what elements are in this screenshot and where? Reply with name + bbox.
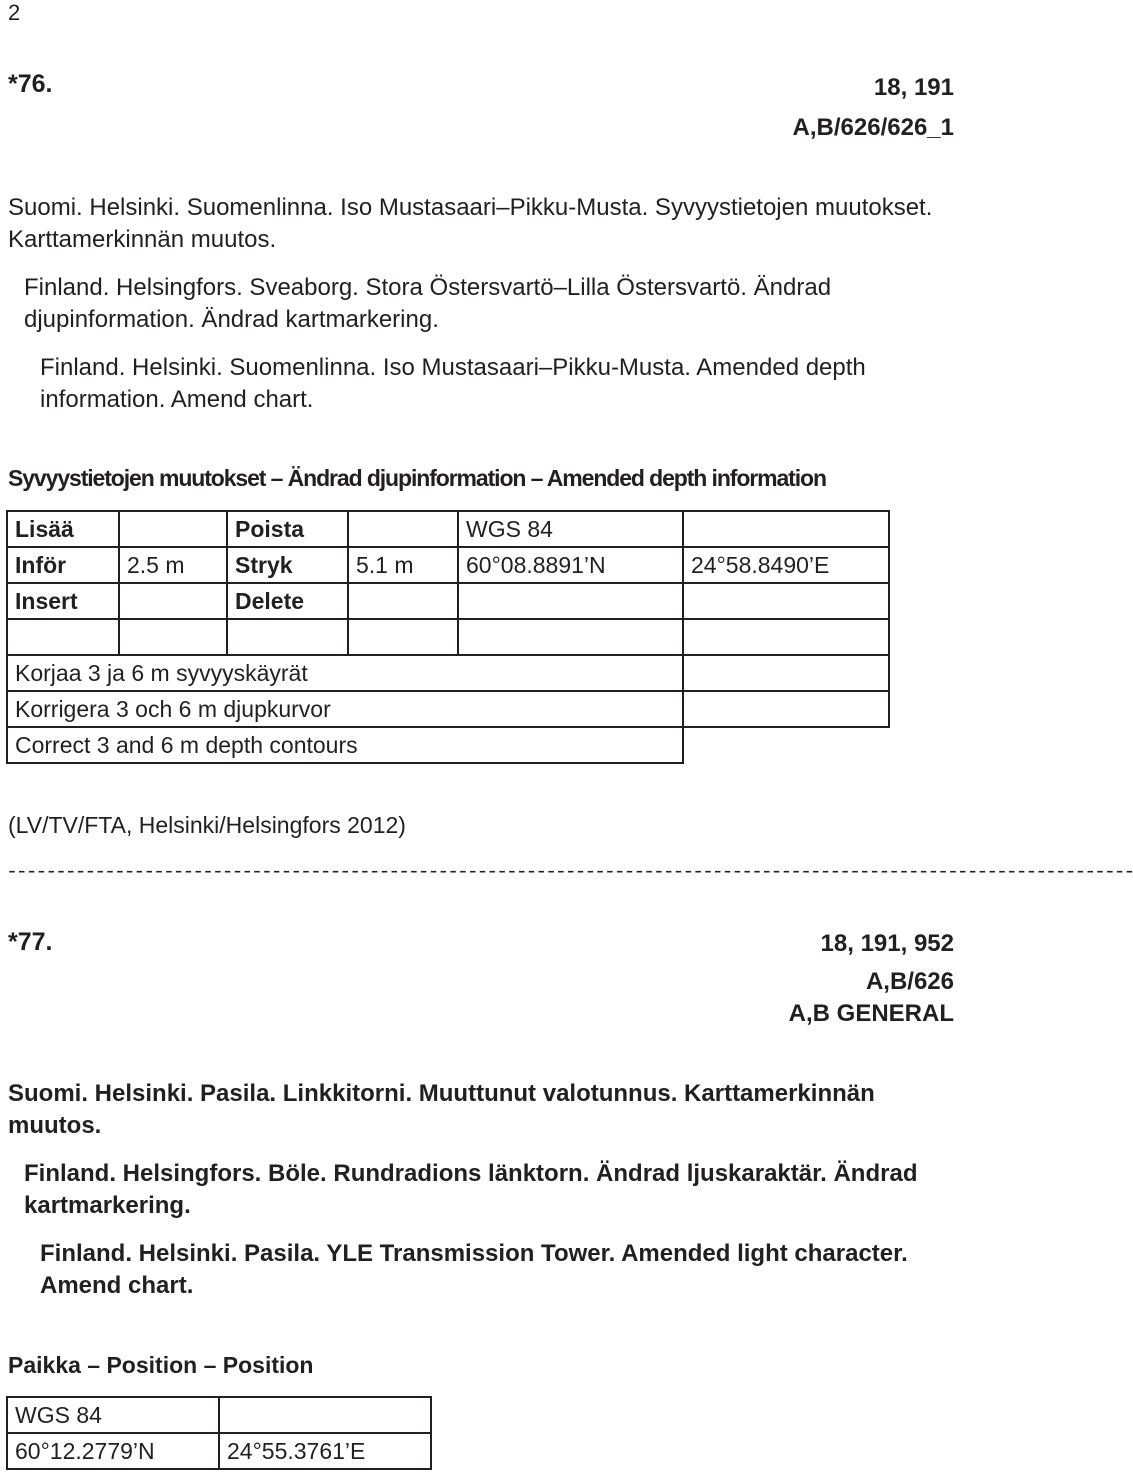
latitude-value: 60°08.8891’N	[458, 547, 683, 583]
notice-76-source: (LV/TV/FTA, Helsinki/Helsingfors 2012)	[8, 812, 406, 838]
notice-77-charts: 18, 191, 952	[820, 930, 954, 957]
notice-77-chart-ref: A,B/626	[865, 968, 954, 995]
delete-label-en: Delete	[227, 583, 348, 619]
page-number: 2	[8, 0, 21, 25]
empty-cell	[683, 583, 889, 619]
notice-separator: -------------------------------------------------------------------------------------------------------------------	[6, 861, 1133, 884]
empty-cell	[683, 691, 889, 727]
latitude-value: 60°12.2779’N	[7, 1433, 219, 1469]
notice-77-title-fi: Suomi. Helsinki. Pasila. Linkkitorni. Muuttunut valotunnus. Karttamerkinnän muutos.	[8, 1080, 875, 1139]
empty-cell	[348, 583, 458, 619]
empty-cell	[683, 511, 889, 547]
insert-label-fi: Lisää	[7, 511, 119, 547]
empty-cell	[219, 1397, 431, 1433]
instruction-en: Correct 3 and 6 m depth contours	[7, 727, 683, 763]
instruction-sv: Korrigera 3 och 6 m djupkurvor	[7, 691, 683, 727]
longitude-value: 24°55.3761’E	[219, 1433, 431, 1469]
empty-cell	[348, 511, 458, 547]
empty-cell	[683, 727, 889, 763]
notice-77-title-en: Finland. Helsinki. Pasila. YLE Transmission Tower. Amended light character. Amend chart.	[40, 1240, 908, 1299]
datum-label: WGS 84	[7, 1397, 219, 1433]
longitude-value: 24°58.8490’E	[683, 547, 889, 583]
empty-cell	[119, 511, 227, 547]
delete-label-sv: Stryk	[227, 547, 348, 583]
notice-76-title-en: Finland. Helsinki. Suomenlinna. Iso Mustasaari–Pikku-Musta. Amended depth information. Amend chart.	[40, 354, 866, 413]
insert-label-en: Insert	[7, 583, 119, 619]
delete-depth-value: 5.1 m	[348, 547, 458, 583]
empty-cell	[683, 619, 889, 655]
notice-77-title-sv: Finland. Helsingfors. Böle. Rundradions länktorn. Ändrad ljuskaraktär. Ändrad kartmarkering.	[24, 1160, 918, 1219]
empty-cell	[458, 619, 683, 655]
position-table	[6, 1396, 432, 1470]
notice-77-section-title: Paikka – Position – Position	[8, 1352, 314, 1378]
empty-cell	[7, 619, 119, 655]
empty-cell	[119, 583, 227, 619]
notice-76-section-title: Syvyystietojen muutokset – Ändrad djupinformation – Amended depth information	[8, 465, 826, 491]
empty-cell	[683, 655, 889, 691]
empty-cell	[119, 619, 227, 655]
delete-label-fi: Poista	[227, 511, 348, 547]
notice-77-number: *77.	[8, 928, 53, 956]
notice-76-title-sv: Finland. Helsingfors. Sveaborg. Stora Östersvartö–Lilla Östersvartö. Ändrad djupinformation. Ändrad kartmarkering.	[24, 274, 832, 333]
notice-76-number: *76.	[8, 70, 53, 98]
notice-76-title-fi: Suomi. Helsinki. Suomenlinna. Iso Mustasaari–Pikku-Musta. Syvyystietojen muutokset. Karttamerkinnän muutos.	[8, 194, 933, 253]
depth-change-table	[6, 510, 890, 764]
empty-cell	[458, 583, 683, 619]
datum-label: WGS 84	[458, 511, 683, 547]
instruction-fi: Korjaa 3 ja 6 m syvyyskäyrät	[7, 655, 683, 691]
notice-76-charts: 18, 191	[873, 74, 954, 101]
notice-77-chart-ref-general: A,B GENERAL	[788, 1000, 954, 1027]
empty-cell	[227, 619, 348, 655]
notice-76-chart-ref: A,B/626/626_1	[792, 114, 954, 141]
insert-label-sv: Inför	[7, 547, 119, 583]
insert-depth-value: 2.5 m	[119, 547, 227, 583]
empty-cell	[348, 619, 458, 655]
